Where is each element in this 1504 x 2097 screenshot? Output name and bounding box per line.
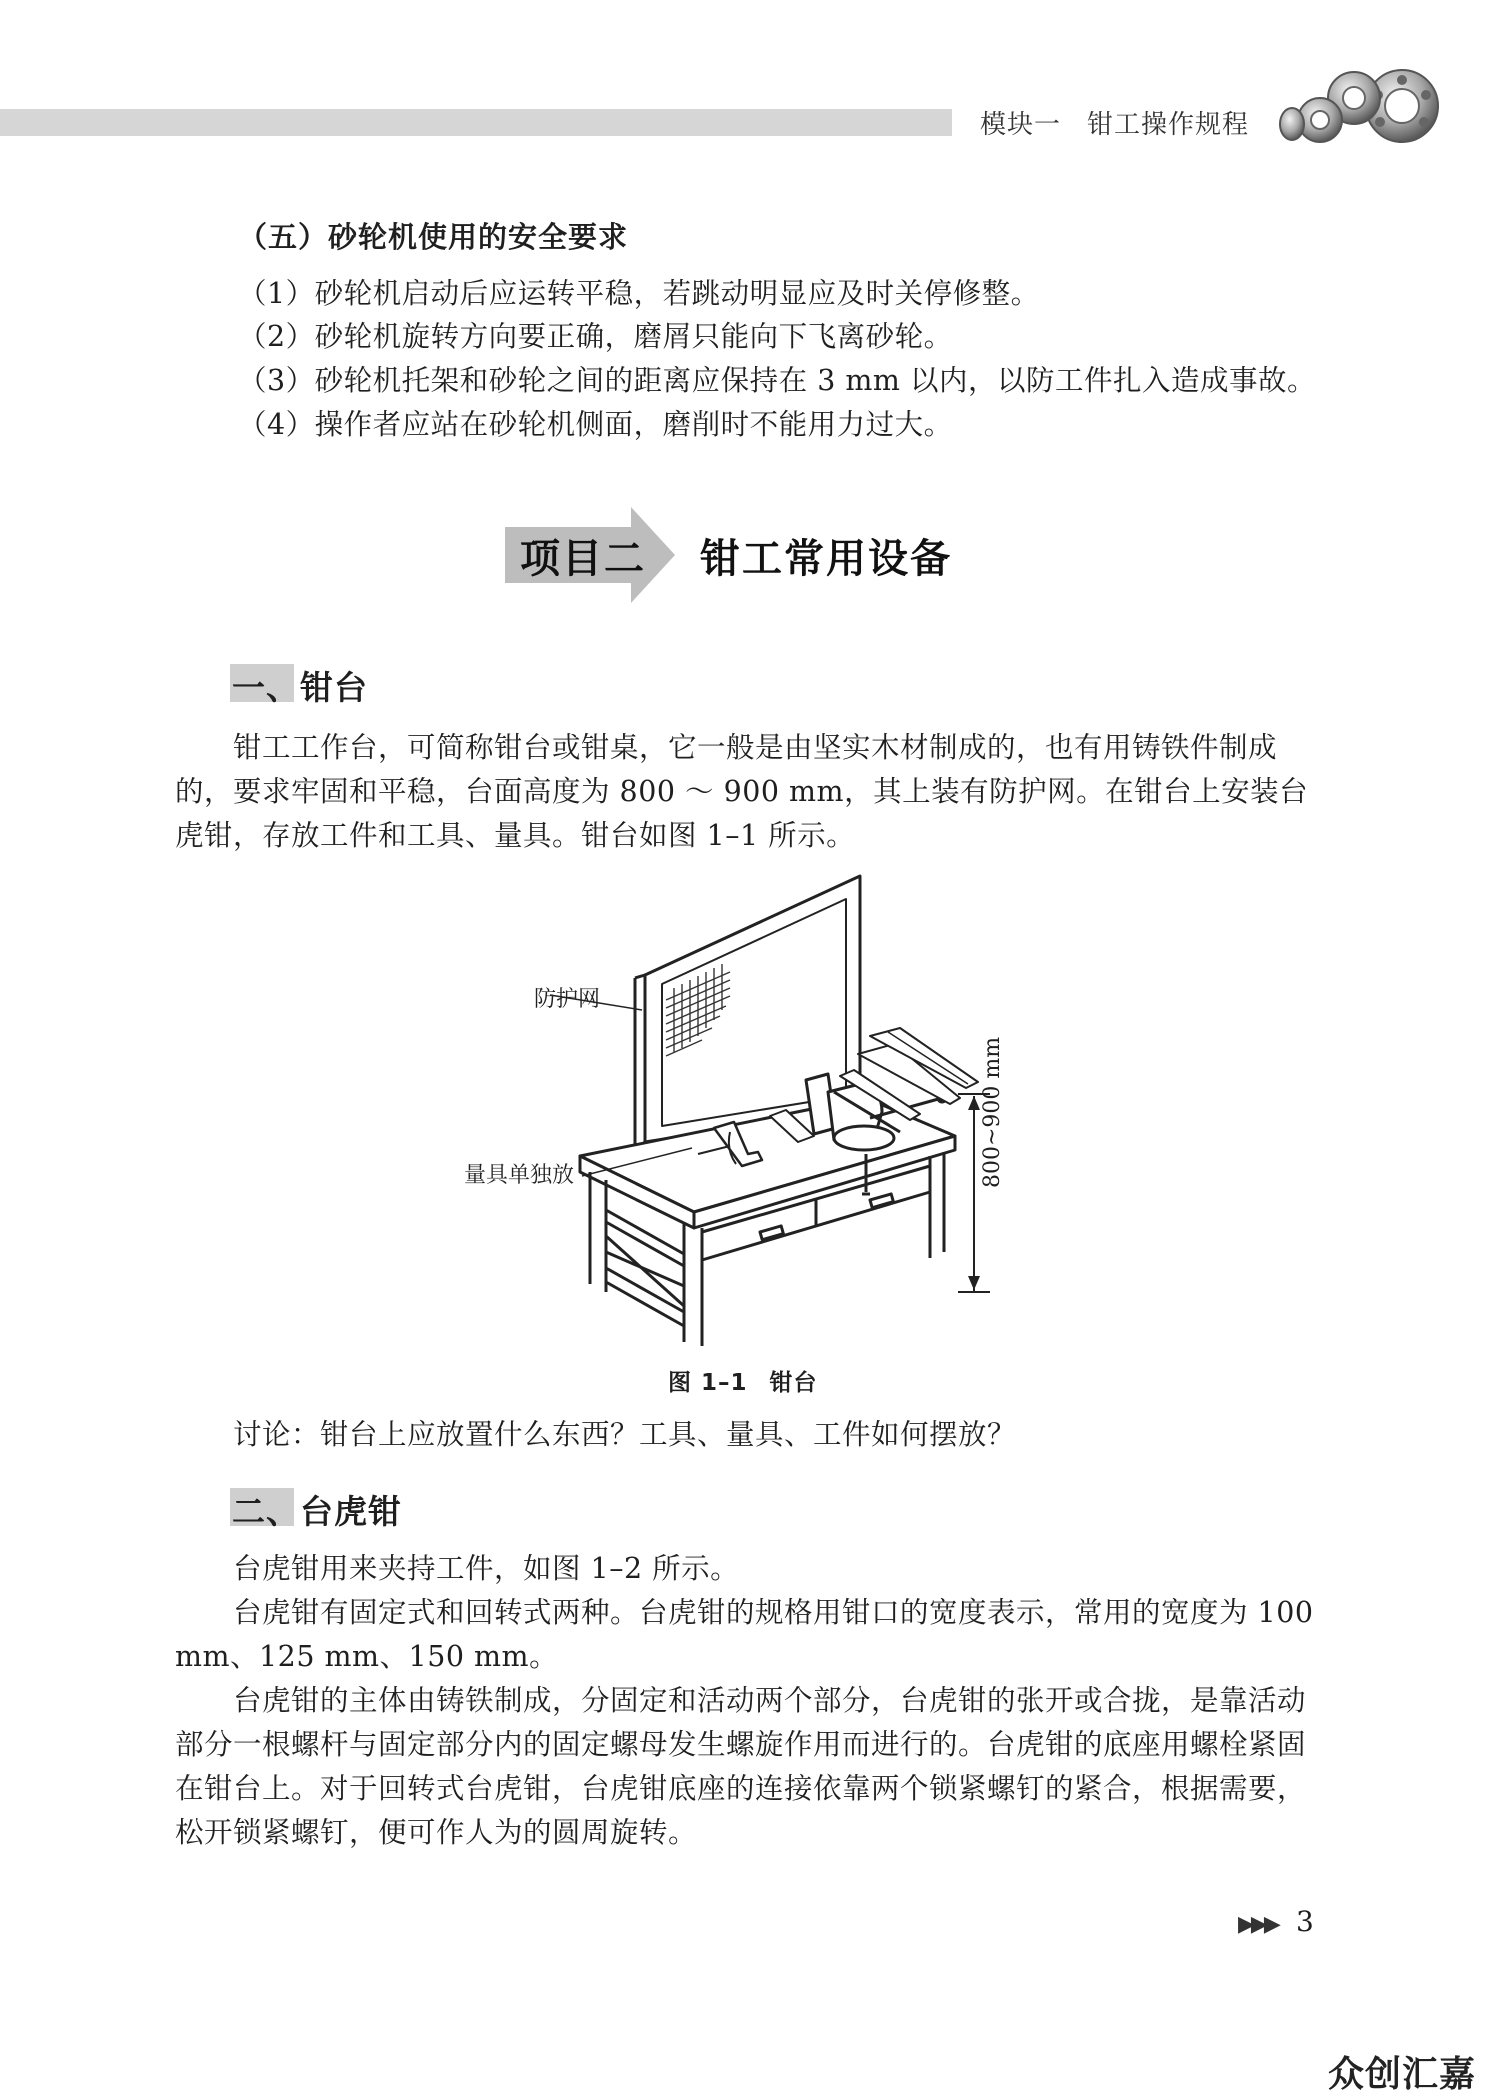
label-measuring-tools: 量具单独放 bbox=[464, 1163, 575, 1188]
section-1-paragraph bbox=[175, 726, 1315, 858]
safety-rule-4: （4）操作者应站在砂轮机侧面，磨削时不能用力过大。 bbox=[238, 408, 953, 441]
safety-rule-1: （1）砂轮机启动后应运转平稳，若跳动明显应及时关停修整。 bbox=[238, 277, 1040, 310]
section-2-paragraph-2 bbox=[175, 1591, 1315, 1679]
figure-1-caption bbox=[668, 1364, 818, 1397]
section-1-text: 钳工工作台，可简称钳台或钳桌，它一般是由坚实木材制成的，也有用铸铁件制成的，要求牢固和平稳，台面高度为 800 ～ 900 mm，其上装有防护网。在钳台上安装台虎钳，存放工件和工具、量具。钳台如图 1–1 所示。 bbox=[175, 731, 1309, 852]
label-height-dimension: 800~900 mm bbox=[980, 1036, 1005, 1188]
project-label: 项目二 bbox=[520, 536, 646, 582]
workbench-illustration bbox=[430, 860, 1070, 1350]
watermark: 众创汇嘉 bbox=[1328, 2054, 1477, 2095]
section-2-paragraph-1 bbox=[175, 1547, 1315, 1591]
header-chapter: 钳工操作规程 bbox=[1087, 110, 1250, 140]
page-number: 3 bbox=[1296, 1905, 1314, 1938]
figure-1-title: 钳台 bbox=[769, 1370, 818, 1396]
figure-1-number: 图 1–1 bbox=[668, 1370, 748, 1396]
section-2-text-1: 台虎钳用来夹持工件，如图 1–2 所示。 bbox=[233, 1552, 740, 1585]
footer-arrows-icon: ▶▶▶ bbox=[1238, 1912, 1277, 1937]
safety-rule-3: （3）砂轮机托架和砂轮之间的距离应保持在 3 mm 以内，以防工件扎入造成事故。 bbox=[238, 364, 1316, 397]
label-protective-net: 防护网 bbox=[534, 987, 601, 1012]
gears-icon bbox=[1278, 62, 1444, 150]
running-header bbox=[980, 104, 1249, 141]
section-1-heading: 一、钳台 bbox=[232, 668, 368, 707]
section-2-text-3: 台虎钳的主体由铸铁制成，分固定和活动两个部分，台虎钳的张开或合拢，是靠活动部分一根螺杆与固定部分内的固定螺母发生螺旋作用而进行的。台虎钳的底座用螺栓紧固在钳台上。对于回转式台虎钳，台虎钳底座的连接依靠两个锁紧螺钉的紧合，根据需要，松开锁紧螺钉，便可作人为的圆周旋转。 bbox=[175, 1684, 1307, 1849]
grinder-safety-heading: （五）砂轮机使用的安全要求 bbox=[238, 220, 629, 254]
section-2-heading: 二、台虎钳 bbox=[232, 1492, 402, 1531]
header-bar bbox=[0, 109, 952, 136]
discussion-question: 讨论：钳台上应放置什么东西？工具、量具、工件如何摆放？ bbox=[233, 1418, 1017, 1451]
section-2-paragraph-3 bbox=[175, 1679, 1315, 1855]
section-2-text-2: 台虎钳有固定式和回转式两种。台虎钳的规格用钳口的宽度表示，常用的宽度为 100 mm、125 mm、150 mm。 bbox=[175, 1596, 1314, 1673]
header-module: 模块一 bbox=[980, 110, 1062, 140]
project-title: 钳工常用设备 bbox=[700, 536, 952, 582]
safety-rule-2: （2）砂轮机旋转方向要正确，磨屑只能向下飞离砂轮。 bbox=[238, 320, 953, 353]
